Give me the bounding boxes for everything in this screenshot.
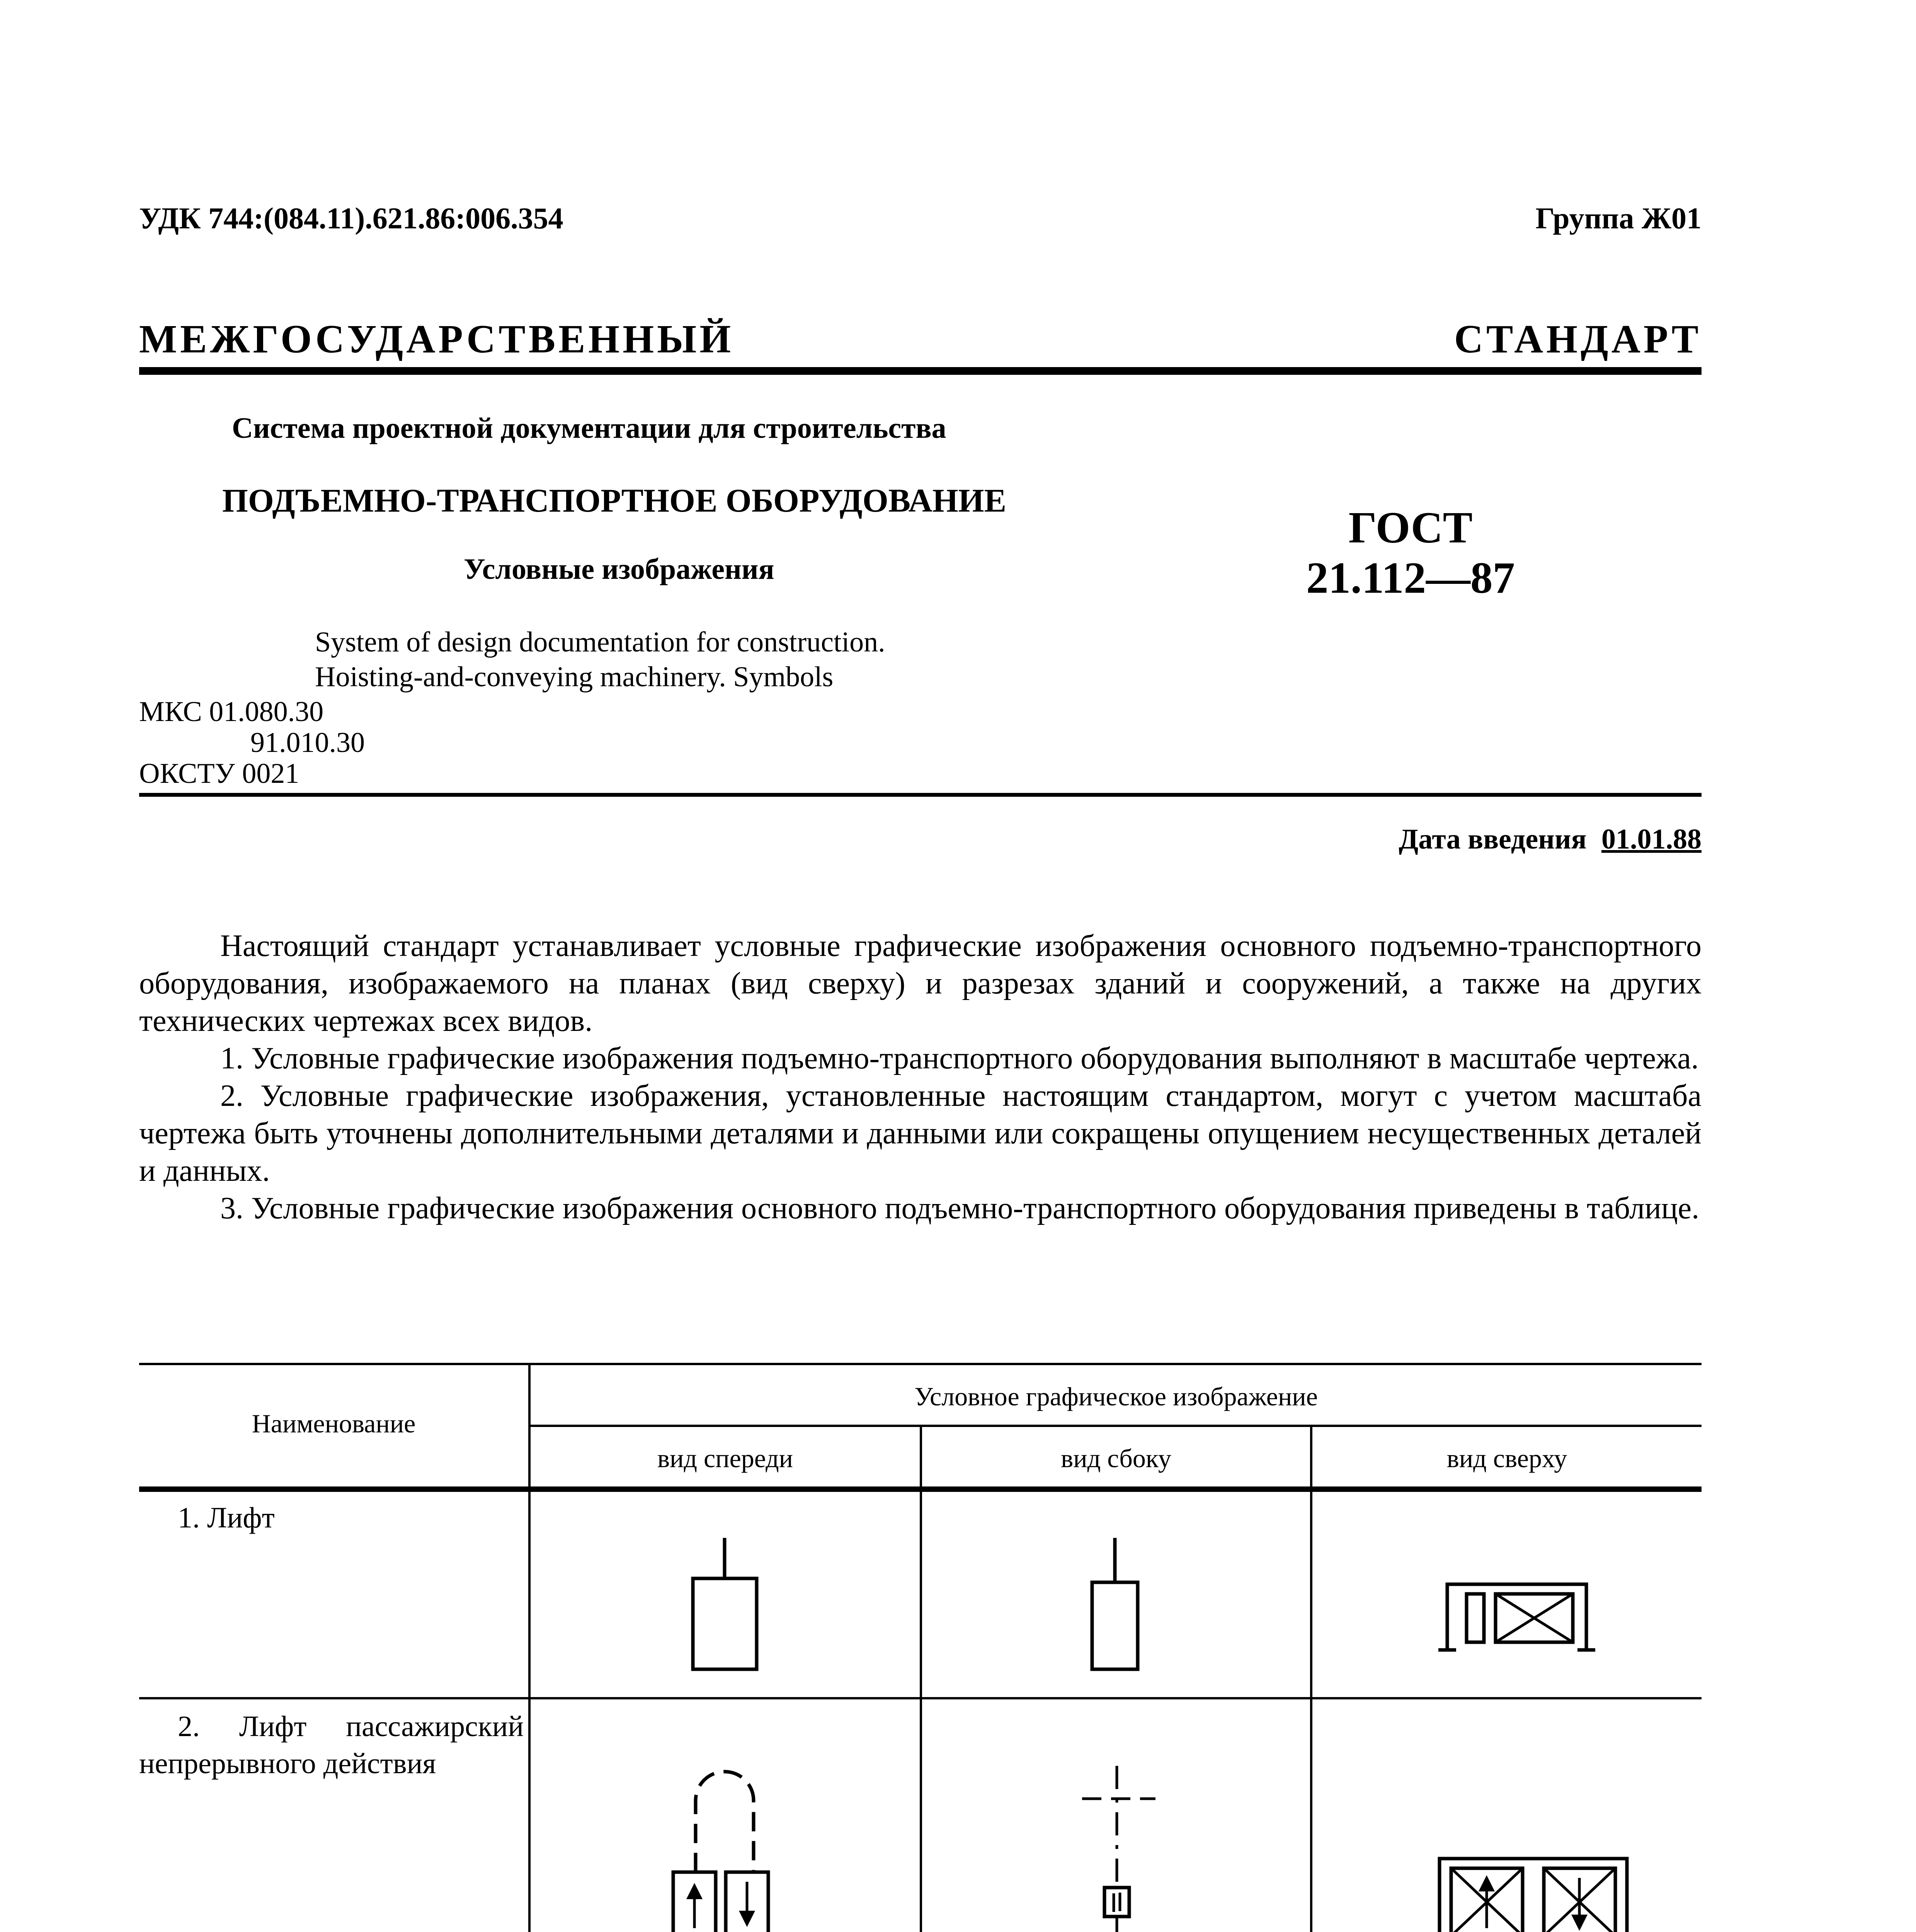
- english-title-line1: System of design documentation for construction.: [315, 626, 885, 658]
- lift-side-view-symbol: [1092, 1538, 1138, 1669]
- paragraph-3: 3. Условные графические изображения основного подъемно-транспортного оборудования приведены в таблице.: [220, 1191, 1700, 1225]
- group-code: Группа Ж01: [1535, 201, 1702, 235]
- english-title-line2: Hoisting-and-conveying machinery. Symbols: [315, 661, 834, 693]
- date-label: Дата введения: [1399, 823, 1587, 855]
- lift-front-view-symbol: [693, 1538, 757, 1669]
- continuous-lift-front-view-symbol: [673, 1772, 768, 1932]
- system-title: Система проектной документации для строительства: [232, 412, 946, 444]
- udk-code: УДК 744:(084.11).621.86:006.354: [139, 201, 563, 235]
- paragraph-1: 1. Условные графические изображения подъемно-транспортного оборудования выполняют в масштабе чертежа.: [220, 1041, 1699, 1075]
- standard-type: МЕЖГОСУДАРСТВЕННЫЙ СТАНДАРТ: [139, 317, 1702, 361]
- mks-code: МКС 01.080.30: [139, 696, 324, 728]
- header-side-view: вид сбоку: [1061, 1444, 1171, 1473]
- continuous-lift-top-view-symbol: [1430, 1859, 1637, 1932]
- mks-code-2: 91.010.30: [250, 727, 365, 759]
- sub-title: Условные изображения: [464, 553, 774, 585]
- paragraph-2: 2. Условные графические изображения, установленные настоящим стандартом, могут с учетом масштаба чертежа быть уточнены дополнительными деталями и данными или сокращены опущением несущественных деталей и данных.: [139, 1079, 1702, 1188]
- lift-top-view-symbol: [1438, 1584, 1595, 1650]
- main-title: ПОДЪЕМНО-ТРАНСПОРТНОЕ ОБОРУДОВАНИЕ: [222, 482, 1006, 519]
- header-name: Наименование: [252, 1409, 416, 1438]
- okstu-code: ОКСТУ 0021: [139, 758, 299, 789]
- header-graphic-image: Условное графическое изображение: [914, 1382, 1318, 1411]
- row-name-continuous-lift-line2: непрерывного действия: [139, 1747, 436, 1780]
- gost-number: 21.112—87: [1306, 553, 1515, 602]
- continuous-lift-side-view-symbol: [1082, 1766, 1155, 1932]
- paragraph-intro: Настоящий стандарт устанавливает условные графические изображения основного подъемно-транспортного оборудования, изображаемого на планах (вид сверху) и разрезах зданий и сооружений, а также на других технических чертежах всех видов.: [139, 929, 1702, 1038]
- gost-label: ГОСТ: [1348, 503, 1473, 552]
- header-top-view: вид сверху: [1446, 1444, 1567, 1473]
- date-value: 01.01.88: [1601, 823, 1702, 855]
- row-name-continuous-lift-line1: 2. Лифт пассажирский: [178, 1710, 524, 1743]
- row-name-lift: 1. Лифт: [178, 1502, 275, 1534]
- header-front-view: вид спереди: [657, 1444, 793, 1473]
